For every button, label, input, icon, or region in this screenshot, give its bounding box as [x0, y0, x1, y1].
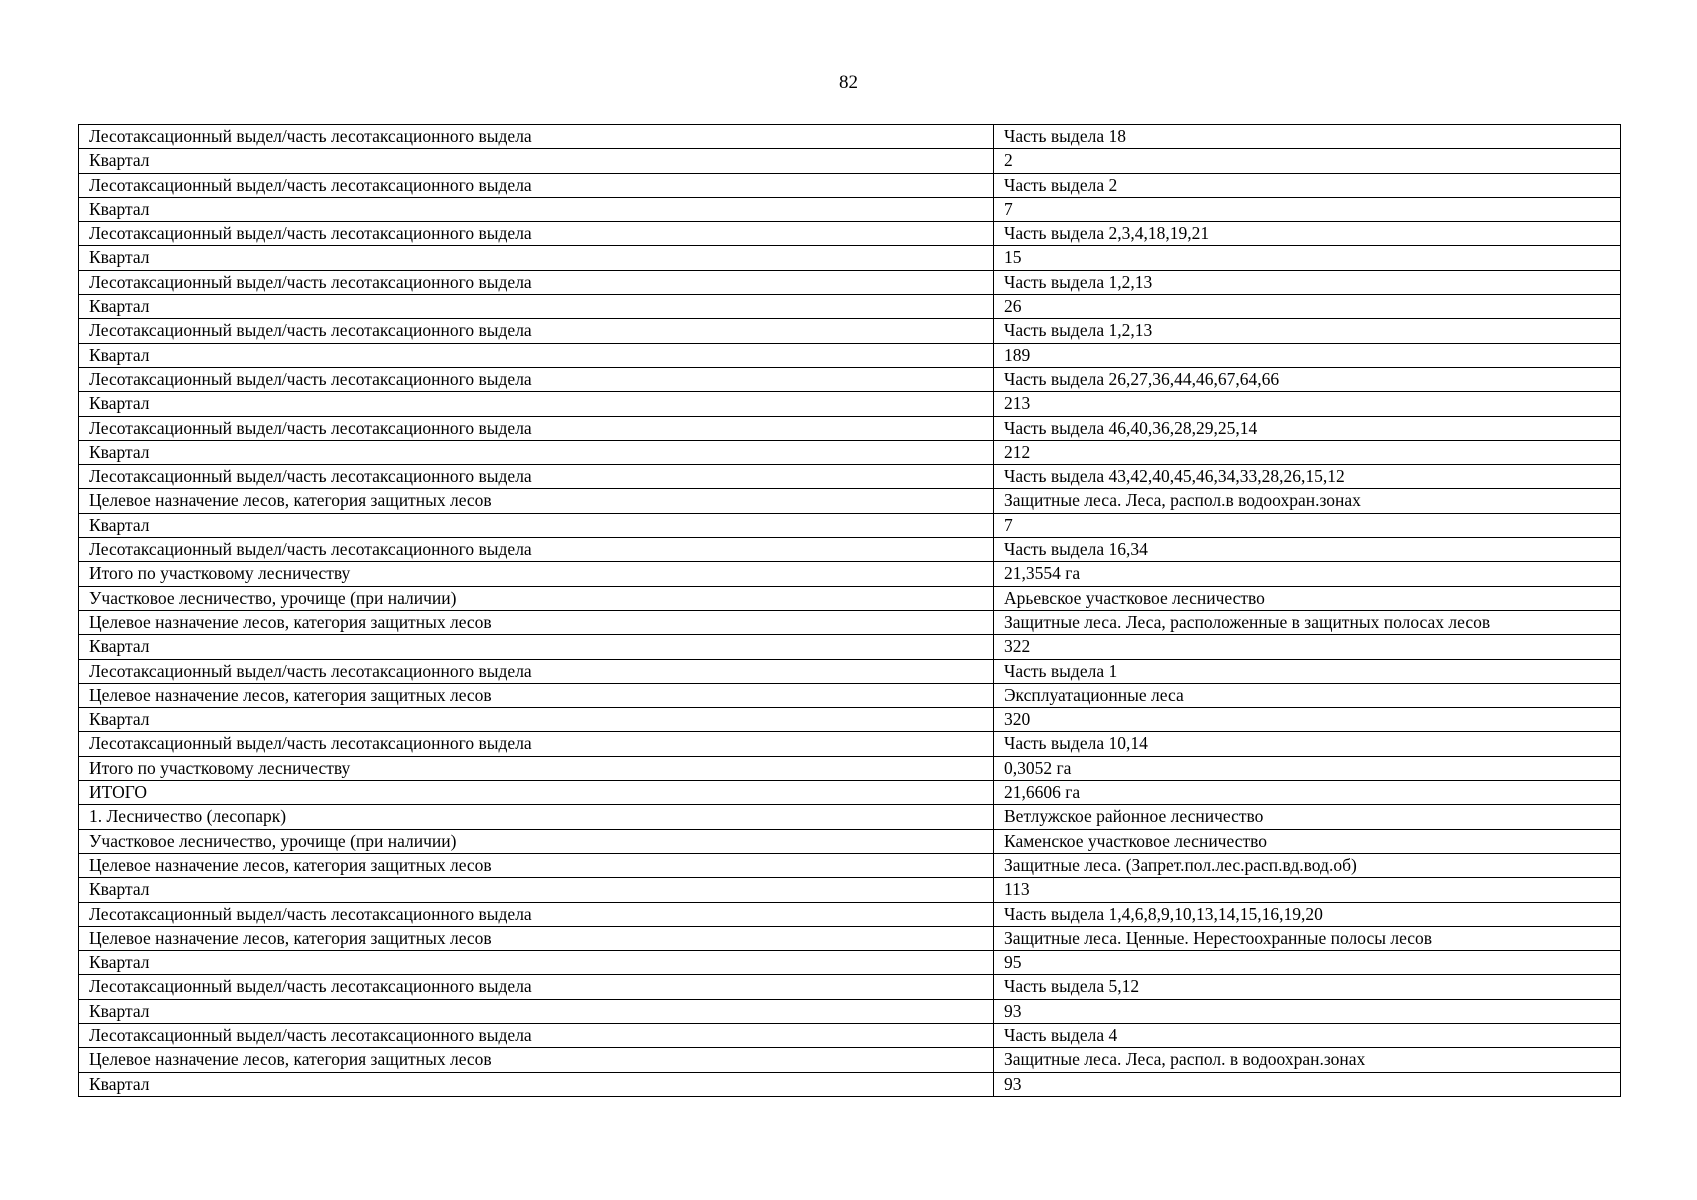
table-row	[79, 538, 1621, 562]
table-row	[79, 149, 1621, 173]
table-row	[79, 513, 1621, 537]
row-label: Целевое назначение лесов, категория защитных лесов	[79, 489, 994, 513]
table-row	[79, 756, 1621, 780]
row-value: 93	[994, 999, 1621, 1023]
row-value: 21,3554 га	[994, 562, 1621, 586]
row-value: Защитные леса. (Запрет.пол.лес.расп.вд.вод.об)	[994, 853, 1621, 877]
table-row	[79, 197, 1621, 221]
row-value: Защитные леса. Леса, распол.в водоохран.зонах	[994, 489, 1621, 513]
table-row	[79, 1023, 1621, 1047]
row-label: Квартал	[79, 343, 994, 367]
row-value: 21,6606 га	[994, 781, 1621, 805]
forest-plots-table	[78, 124, 1621, 1097]
row-value: Часть выдела 26,27,36,44,46,67,64,66	[994, 367, 1621, 391]
table-row	[79, 416, 1621, 440]
table-row	[79, 222, 1621, 246]
table-row	[79, 343, 1621, 367]
table-row	[79, 610, 1621, 634]
row-label: Лесотаксационный выдел/часть лесотаксационного выдела	[79, 975, 994, 999]
row-value: 2	[994, 149, 1621, 173]
row-value: 15	[994, 246, 1621, 270]
table-row	[79, 295, 1621, 319]
table-body	[79, 125, 1621, 1097]
row-label: Лесотаксационный выдел/часть лесотаксационного выдела	[79, 902, 994, 926]
row-value: 7	[994, 197, 1621, 221]
row-label: Квартал	[79, 708, 994, 732]
table-row	[79, 683, 1621, 707]
table-row	[79, 1072, 1621, 1096]
row-value: 93	[994, 1072, 1621, 1096]
table-row	[79, 878, 1621, 902]
row-value: Часть выдела 18	[994, 125, 1621, 149]
row-label: Квартал	[79, 1072, 994, 1096]
row-label: Лесотаксационный выдел/часть лесотаксационного выдела	[79, 659, 994, 683]
row-value: Эксплуатационные леса	[994, 683, 1621, 707]
row-label: Квартал	[79, 295, 994, 319]
row-label: Целевое назначение лесов, категория защитных лесов	[79, 683, 994, 707]
table-row	[79, 440, 1621, 464]
row-value: Часть выдела 43,42,40,45,46,34,33,28,26,15,12	[994, 465, 1621, 489]
table-row	[79, 270, 1621, 294]
table-row	[79, 781, 1621, 805]
row-value: Часть выдела 1	[994, 659, 1621, 683]
row-label: Лесотаксационный выдел/часть лесотаксационного выдела	[79, 319, 994, 343]
row-label: Квартал	[79, 878, 994, 902]
row-value: Защитные леса. Леса, расположенные в защитных полосах лесов	[994, 610, 1621, 634]
row-value: 213	[994, 392, 1621, 416]
row-value: 212	[994, 440, 1621, 464]
row-label: Лесотаксационный выдел/часть лесотаксационного выдела	[79, 732, 994, 756]
row-value: Часть выдела 2,3,4,18,19,21	[994, 222, 1621, 246]
row-label: Целевое назначение лесов, категория защитных лесов	[79, 926, 994, 950]
table-row	[79, 829, 1621, 853]
row-label: Участковое лесничество, урочище (при наличии)	[79, 586, 994, 610]
row-label: Лесотаксационный выдел/часть лесотаксационного выдела	[79, 538, 994, 562]
row-label: Квартал	[79, 951, 994, 975]
table-row	[79, 319, 1621, 343]
row-label: Участковое лесничество, урочище (при наличии)	[79, 829, 994, 853]
table-row	[79, 367, 1621, 391]
table-row	[79, 173, 1621, 197]
row-value: Часть выдела 1,2,13	[994, 319, 1621, 343]
table-row	[79, 659, 1621, 683]
row-label: Целевое назначение лесов, категория защитных лесов	[79, 853, 994, 877]
row-label: Квартал	[79, 197, 994, 221]
row-value: 320	[994, 708, 1621, 732]
table-row	[79, 586, 1621, 610]
row-label: Квартал	[79, 440, 994, 464]
row-label: Целевое назначение лесов, категория защитных лесов	[79, 1048, 994, 1072]
row-value: Защитные леса. Леса, распол. в водоохран.зонах	[994, 1048, 1621, 1072]
table-row	[79, 246, 1621, 270]
row-value: Защитные леса. Ценные. Нерестоохранные полосы лесов	[994, 926, 1621, 950]
row-label: Квартал	[79, 246, 994, 270]
row-label: Итого по участковому лесничеству	[79, 562, 994, 586]
row-label: Квартал	[79, 149, 994, 173]
table-row	[79, 635, 1621, 659]
row-value: 113	[994, 878, 1621, 902]
table-row	[79, 999, 1621, 1023]
row-label: Лесотаксационный выдел/часть лесотаксационного выдела	[79, 125, 994, 149]
row-value: Часть выдела 2	[994, 173, 1621, 197]
table-row	[79, 926, 1621, 950]
table-row	[79, 489, 1621, 513]
table-row	[79, 708, 1621, 732]
row-value: Часть выдела 4	[994, 1023, 1621, 1047]
table-row	[79, 465, 1621, 489]
table-row	[79, 125, 1621, 149]
table-row	[79, 902, 1621, 926]
page-number: 82	[839, 72, 858, 93]
row-label: Целевое назначение лесов, категория защитных лесов	[79, 610, 994, 634]
row-value: 189	[994, 343, 1621, 367]
row-value: Часть выдела 1,4,6,8,9,10,13,14,15,16,19,20	[994, 902, 1621, 926]
row-label: Квартал	[79, 392, 994, 416]
row-label: Лесотаксационный выдел/часть лесотаксационного выдела	[79, 270, 994, 294]
table-row	[79, 805, 1621, 829]
row-value: 322	[994, 635, 1621, 659]
row-value: 95	[994, 951, 1621, 975]
row-value: Часть выдела 1,2,13	[994, 270, 1621, 294]
row-label: Квартал	[79, 635, 994, 659]
row-value: Ветлужское районное лесничество	[994, 805, 1621, 829]
row-value: 7	[994, 513, 1621, 537]
row-label: Итого по участковому лесничеству	[79, 756, 994, 780]
row-label: Квартал	[79, 513, 994, 537]
row-label: Лесотаксационный выдел/часть лесотаксационного выдела	[79, 416, 994, 440]
row-label: 1. Лесничество (лесопарк)	[79, 805, 994, 829]
table-row	[79, 853, 1621, 877]
row-value: Каменское участковое лесничество	[994, 829, 1621, 853]
table-row	[79, 562, 1621, 586]
row-value: Часть выдела 16,34	[994, 538, 1621, 562]
row-value: Арьевское участковое лесничество	[994, 586, 1621, 610]
row-label: Лесотаксационный выдел/часть лесотаксационного выдела	[79, 222, 994, 246]
table-row	[79, 732, 1621, 756]
row-label: Лесотаксационный выдел/часть лесотаксационного выдела	[79, 465, 994, 489]
row-label: Квартал	[79, 999, 994, 1023]
row-value: Часть выдела 10,14	[994, 732, 1621, 756]
row-value: Часть выдела 46,40,36,28,29,25,14	[994, 416, 1621, 440]
table-row	[79, 975, 1621, 999]
row-value: Часть выдела 5,12	[994, 975, 1621, 999]
table-row	[79, 951, 1621, 975]
row-label: Лесотаксационный выдел/часть лесотаксационного выдела	[79, 1023, 994, 1047]
row-label: Лесотаксационный выдел/часть лесотаксационного выдела	[79, 367, 994, 391]
row-label: ИТОГО	[79, 781, 994, 805]
table-row	[79, 1048, 1621, 1072]
row-value: 0,3052 га	[994, 756, 1621, 780]
row-value: 26	[994, 295, 1621, 319]
table-row	[79, 392, 1621, 416]
row-label: Лесотаксационный выдел/часть лесотаксационного выдела	[79, 173, 994, 197]
